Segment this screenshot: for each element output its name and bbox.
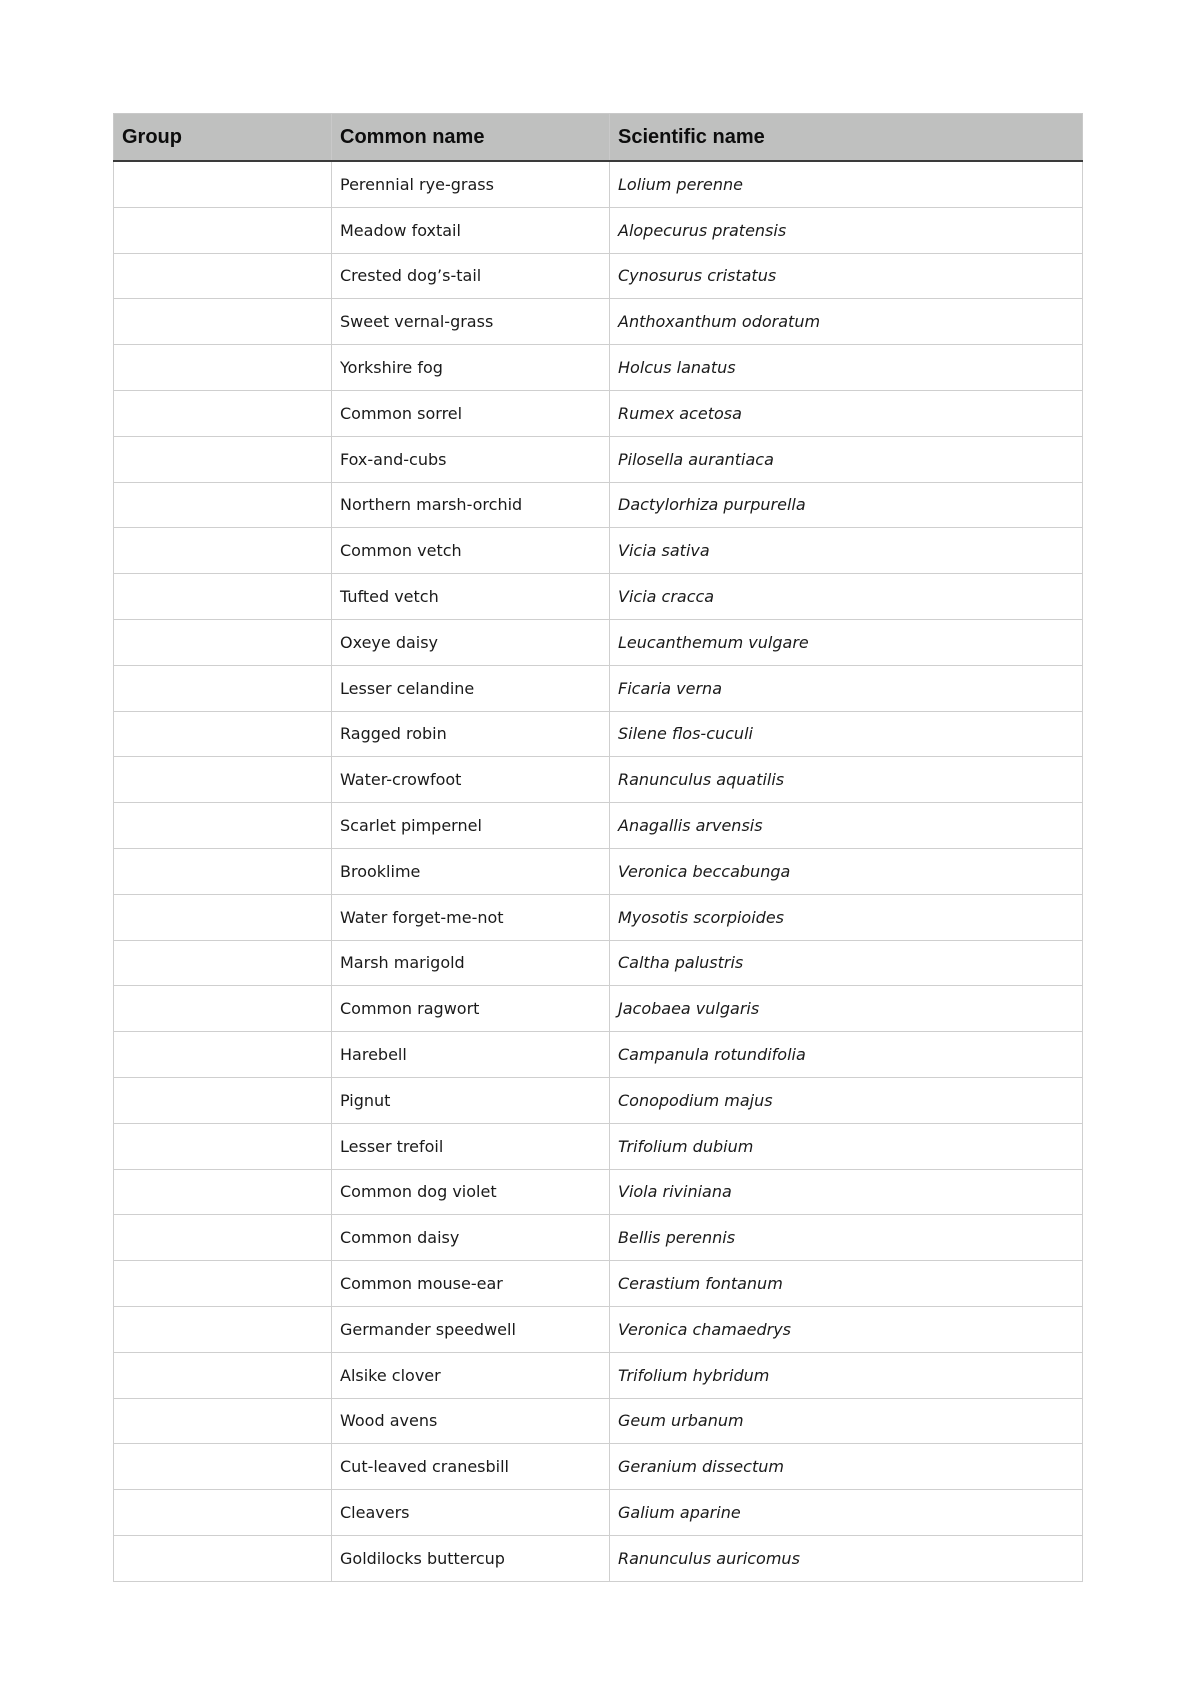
common-name-cell: Common ragwort xyxy=(332,986,610,1032)
table-row xyxy=(114,207,1083,253)
group-cell xyxy=(114,1032,332,1078)
scientific-name-cell: Geranium dissectum xyxy=(610,1444,1083,1490)
scientific-name-cell: Dactylorhiza purpurella xyxy=(610,482,1083,528)
group-cell xyxy=(114,161,332,207)
group-cell xyxy=(114,894,332,940)
group-cell xyxy=(114,253,332,299)
scientific-name-cell: Anagallis arvensis xyxy=(610,803,1083,849)
scientific-name-cell: Silene flos-cuculi xyxy=(610,711,1083,757)
table-row xyxy=(114,803,1083,849)
common-name-cell: Common mouse-ear xyxy=(332,1261,610,1307)
common-name-cell: Crested dog’s-tail xyxy=(332,253,610,299)
group-cell xyxy=(114,757,332,803)
header-group: Group xyxy=(114,114,332,162)
group-cell xyxy=(114,1123,332,1169)
scientific-name-cell: Caltha palustris xyxy=(610,940,1083,986)
table-row xyxy=(114,161,1083,207)
common-name-cell: Ragged robin xyxy=(332,711,610,757)
common-name-cell: Brooklime xyxy=(332,848,610,894)
common-name-cell: Cleavers xyxy=(332,1490,610,1536)
table-row xyxy=(114,1077,1083,1123)
table-row xyxy=(114,665,1083,711)
common-name-cell: Scarlet pimpernel xyxy=(332,803,610,849)
group-cell xyxy=(114,1444,332,1490)
common-name-cell: Perennial rye-grass xyxy=(332,161,610,207)
scientific-name-cell: Alopecurus pratensis xyxy=(610,207,1083,253)
table-row xyxy=(114,574,1083,620)
table-row xyxy=(114,1352,1083,1398)
group-cell xyxy=(114,299,332,345)
common-name-cell: Goldilocks buttercup xyxy=(332,1535,610,1581)
group-cell xyxy=(114,574,332,620)
scientific-name-cell: Vicia sativa xyxy=(610,528,1083,574)
common-name-cell: Lesser trefoil xyxy=(332,1123,610,1169)
table-row xyxy=(114,1123,1083,1169)
common-name-cell: Water-crowfoot xyxy=(332,757,610,803)
group-cell xyxy=(114,803,332,849)
table-row xyxy=(114,1398,1083,1444)
table-header xyxy=(114,114,1083,162)
common-name-cell: Oxeye daisy xyxy=(332,619,610,665)
table-body xyxy=(114,161,1083,1581)
scientific-name-cell: Ranunculus auricomus xyxy=(610,1535,1083,1581)
scientific-name-cell: Bellis perennis xyxy=(610,1215,1083,1261)
common-name-cell: Northern marsh-orchid xyxy=(332,482,610,528)
common-name-cell: Common sorrel xyxy=(332,390,610,436)
table-row xyxy=(114,894,1083,940)
scientific-name-cell: Anthoxanthum odoratum xyxy=(610,299,1083,345)
common-name-cell: Common vetch xyxy=(332,528,610,574)
scientific-name-cell: Veronica beccabunga xyxy=(610,848,1083,894)
group-cell xyxy=(114,390,332,436)
group-cell xyxy=(114,1306,332,1352)
table-row xyxy=(114,528,1083,574)
table-row xyxy=(114,1306,1083,1352)
group-cell xyxy=(114,940,332,986)
common-name-cell: Meadow foxtail xyxy=(332,207,610,253)
table-row xyxy=(114,482,1083,528)
table-row xyxy=(114,253,1083,299)
scientific-name-cell: Rumex acetosa xyxy=(610,390,1083,436)
scientific-name-cell: Leucanthemum vulgare xyxy=(610,619,1083,665)
scientific-name-cell: Conopodium majus xyxy=(610,1077,1083,1123)
group-cell xyxy=(114,528,332,574)
table-row xyxy=(114,1444,1083,1490)
common-name-cell: Fox-and-cubs xyxy=(332,436,610,482)
table-row xyxy=(114,940,1083,986)
header-common-name: Common name xyxy=(332,114,610,162)
table-row xyxy=(114,757,1083,803)
common-name-cell: Lesser celandine xyxy=(332,665,610,711)
common-name-cell: Common dog violet xyxy=(332,1169,610,1215)
scientific-name-cell: Geum urbanum xyxy=(610,1398,1083,1444)
table-row xyxy=(114,1032,1083,1078)
table-row xyxy=(114,436,1083,482)
scientific-name-cell: Ficaria verna xyxy=(610,665,1083,711)
group-cell xyxy=(114,1352,332,1398)
scientific-name-cell: Viola riviniana xyxy=(610,1169,1083,1215)
scientific-name-cell: Galium aparine xyxy=(610,1490,1083,1536)
table-row xyxy=(114,345,1083,391)
common-name-cell: Common daisy xyxy=(332,1215,610,1261)
group-cell xyxy=(114,619,332,665)
group-cell xyxy=(114,848,332,894)
table-row xyxy=(114,390,1083,436)
group-cell xyxy=(114,207,332,253)
common-name-cell: Sweet vernal-grass xyxy=(332,299,610,345)
group-cell xyxy=(114,1077,332,1123)
table-row xyxy=(114,1169,1083,1215)
group-cell xyxy=(114,1535,332,1581)
common-name-cell: Harebell xyxy=(332,1032,610,1078)
common-name-cell: Pignut xyxy=(332,1077,610,1123)
group-cell xyxy=(114,1169,332,1215)
group-cell xyxy=(114,1215,332,1261)
group-cell xyxy=(114,986,332,1032)
species-table xyxy=(113,113,1083,1582)
table-row xyxy=(114,619,1083,665)
scientific-name-cell: Campanula rotundifolia xyxy=(610,1032,1083,1078)
group-cell xyxy=(114,665,332,711)
common-name-cell: Cut-leaved cranesbill xyxy=(332,1444,610,1490)
group-cell xyxy=(114,1398,332,1444)
common-name-cell: Alsike clover xyxy=(332,1352,610,1398)
scientific-name-cell: Veronica chamaedrys xyxy=(610,1306,1083,1352)
table-row xyxy=(114,986,1083,1032)
scientific-name-cell: Lolium perenne xyxy=(610,161,1083,207)
group-cell xyxy=(114,345,332,391)
group-cell xyxy=(114,711,332,757)
scientific-name-cell: Jacobaea vulgaris xyxy=(610,986,1083,1032)
scientific-name-cell: Cerastium fontanum xyxy=(610,1261,1083,1307)
scientific-name-cell: Ranunculus aquatilis xyxy=(610,757,1083,803)
common-name-cell: Germander speedwell xyxy=(332,1306,610,1352)
table-row xyxy=(114,1215,1083,1261)
header-scientific-name: Scientific name xyxy=(610,114,1083,162)
group-cell xyxy=(114,1261,332,1307)
group-cell xyxy=(114,1490,332,1536)
scientific-name-cell: Vicia cracca xyxy=(610,574,1083,620)
common-name-cell: Yorkshire fog xyxy=(332,345,610,391)
scientific-name-cell: Pilosella aurantiaca xyxy=(610,436,1083,482)
common-name-cell: Tufted vetch xyxy=(332,574,610,620)
table-row xyxy=(114,711,1083,757)
common-name-cell: Marsh marigold xyxy=(332,940,610,986)
group-cell xyxy=(114,436,332,482)
scientific-name-cell: Myosotis scorpioides xyxy=(610,894,1083,940)
table-row xyxy=(114,1490,1083,1536)
table-row xyxy=(114,299,1083,345)
scientific-name-cell: Holcus lanatus xyxy=(610,345,1083,391)
header-row xyxy=(114,114,1083,162)
table-row xyxy=(114,1261,1083,1307)
scientific-name-cell: Trifolium dubium xyxy=(610,1123,1083,1169)
common-name-cell: Wood avens xyxy=(332,1398,610,1444)
table-row xyxy=(114,1535,1083,1581)
scientific-name-cell: Trifolium hybridum xyxy=(610,1352,1083,1398)
common-name-cell: Water forget-me-not xyxy=(332,894,610,940)
group-cell xyxy=(114,482,332,528)
scientific-name-cell: Cynosurus cristatus xyxy=(610,253,1083,299)
table-row xyxy=(114,848,1083,894)
